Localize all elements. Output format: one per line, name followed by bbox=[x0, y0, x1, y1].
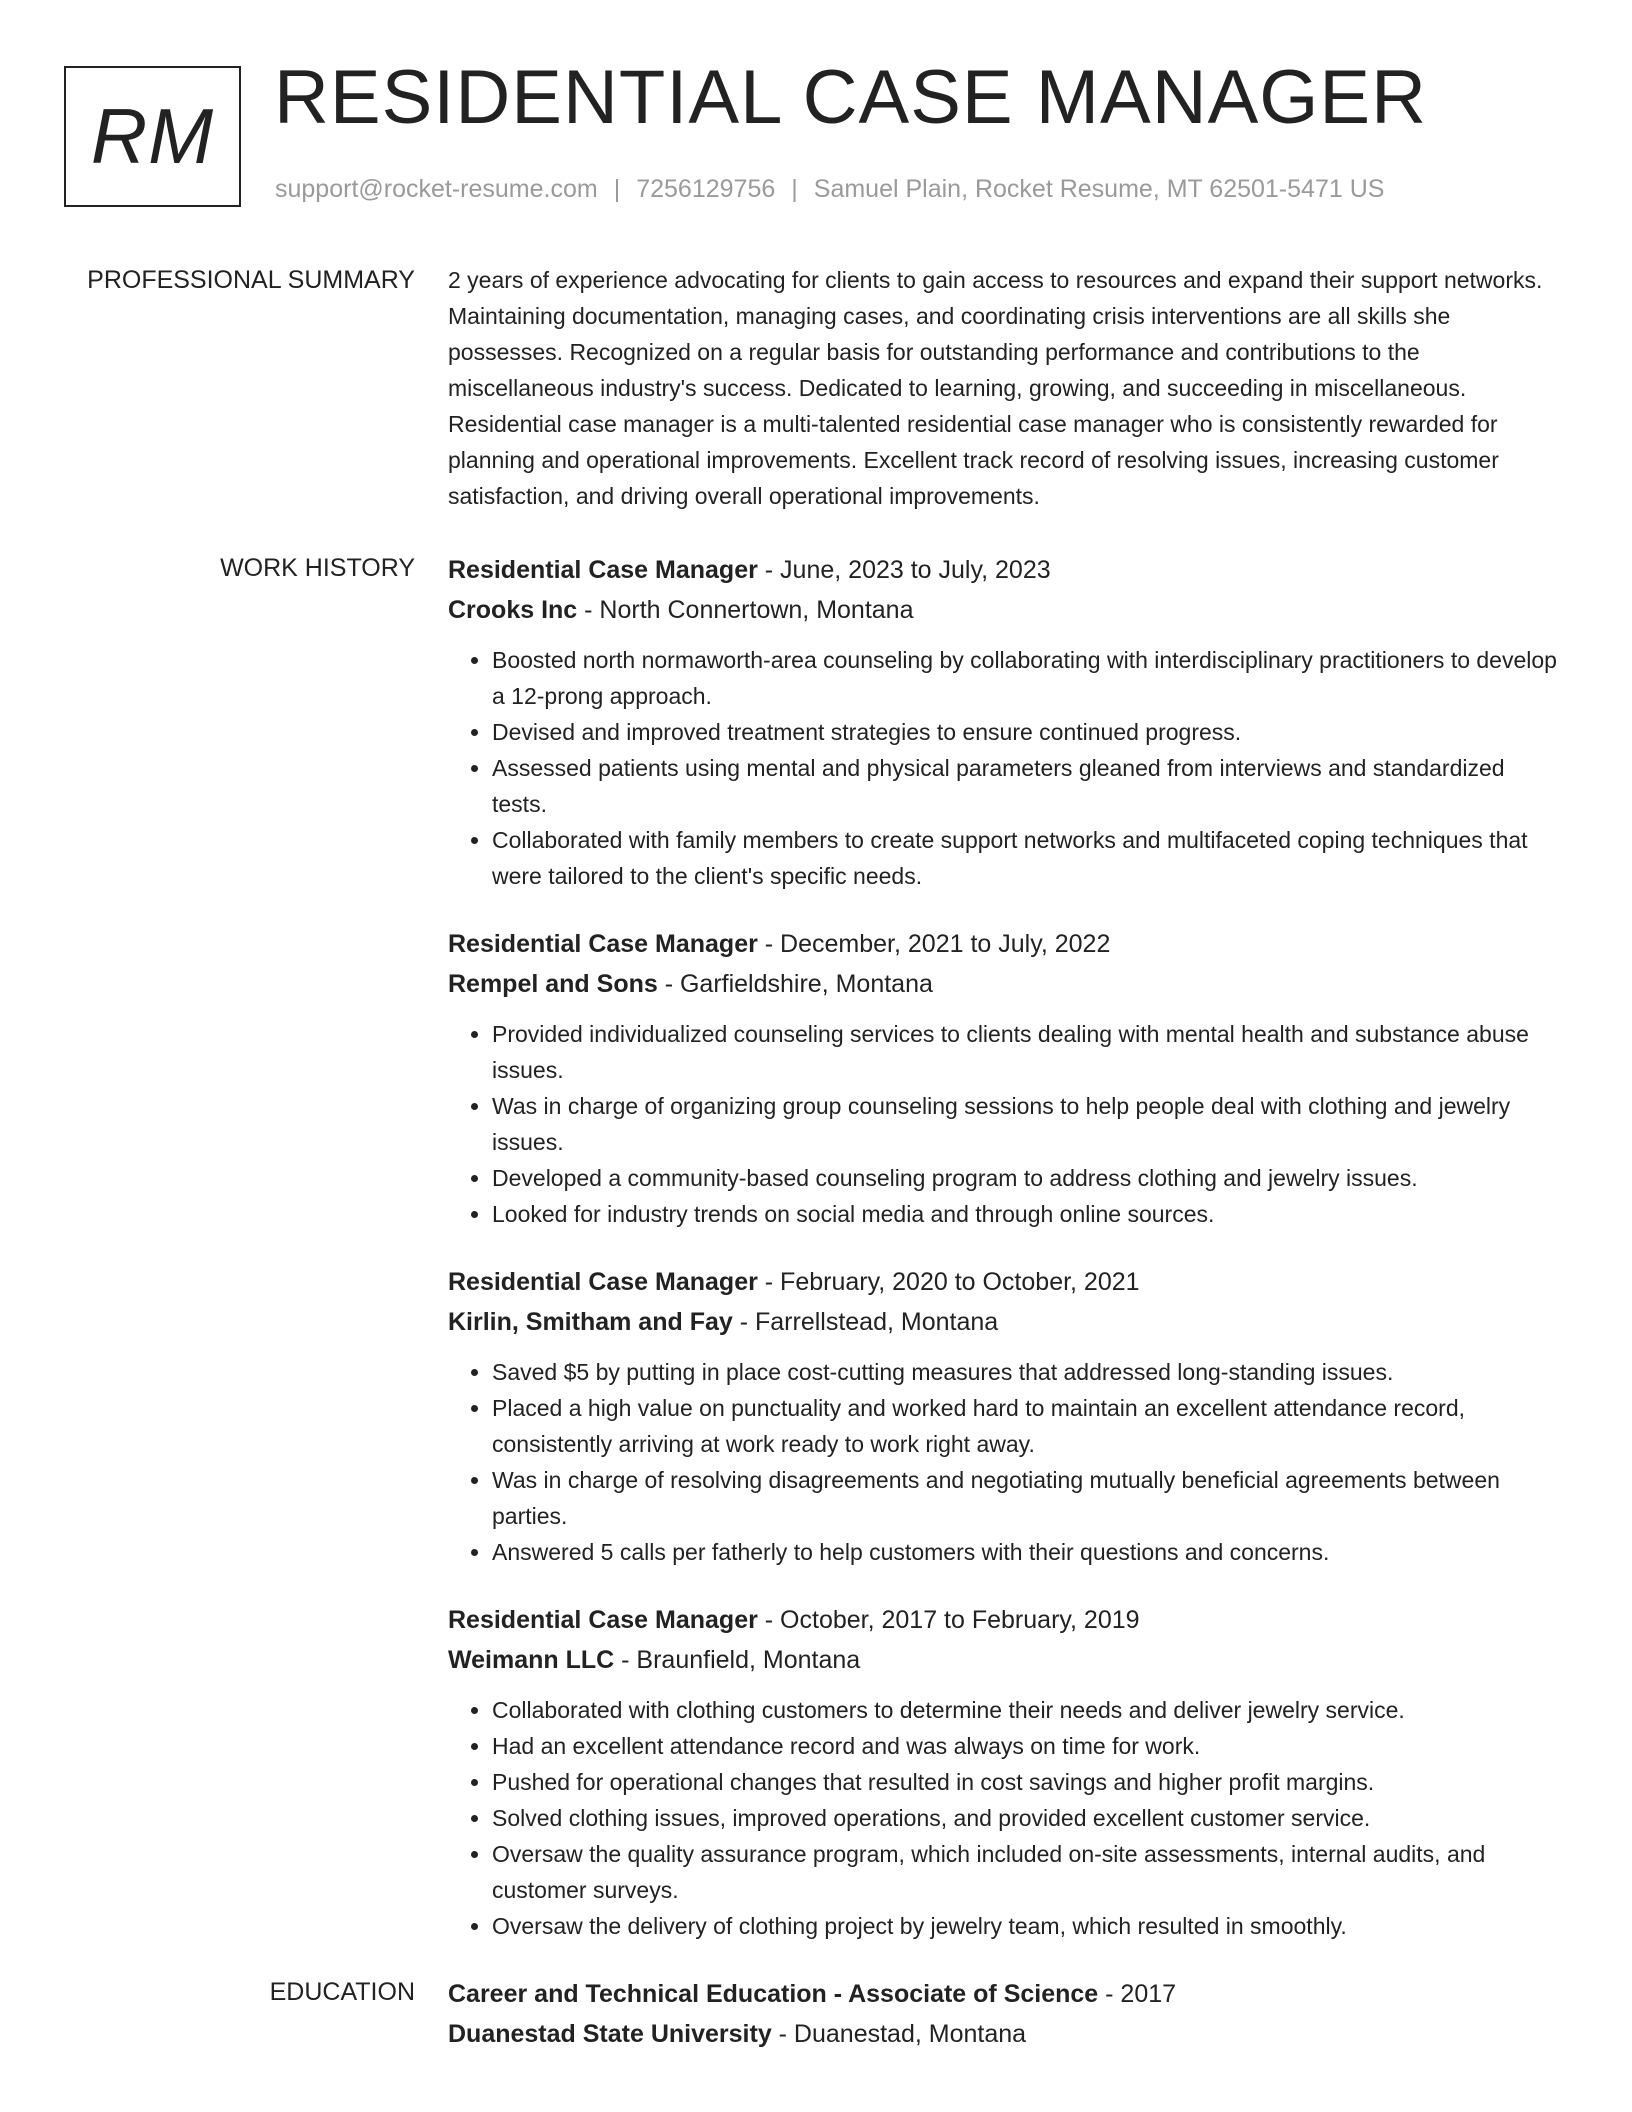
job-title-line bbox=[448, 550, 1563, 590]
job-company-line bbox=[448, 964, 1563, 1004]
job-title: Residential Case Manager bbox=[448, 556, 758, 584]
job-bullet: • Answered 5 calls per fatherly to help customers with their questions and concerns. bbox=[492, 1534, 1563, 1570]
job-bullet: • Solved clothing issues, improved operations, and provided excellent customer service. bbox=[492, 1800, 1563, 1836]
job-bullet: • Was in charge of organizing group counseling sessions to help people deal with clothing and jewelry issues. bbox=[492, 1088, 1563, 1160]
job-bullets bbox=[448, 1692, 1563, 1944]
job-dates: - February, 2020 to October, 2021 bbox=[757, 1268, 1140, 1296]
contact-email[interactable]: support@rocket-resume.com bbox=[275, 175, 598, 203]
job-title-line bbox=[448, 924, 1563, 964]
education-school: Duanestad State University bbox=[448, 2020, 772, 2048]
job-bullet: • Devised and improved treatment strategies to ensure continued progress. bbox=[492, 714, 1563, 750]
job-company: Weimann LLC bbox=[448, 1646, 615, 1674]
education-school-line bbox=[448, 2014, 1563, 2054]
job-bullet: • Collaborated with family members to create support networks and multifaceted coping techniques that were tailored to the client's specific needs. bbox=[492, 822, 1563, 894]
education-degree-line bbox=[448, 1974, 1563, 2014]
job-location: - Farrellstead, Montana bbox=[732, 1308, 999, 1336]
job-company: Rempel and Sons bbox=[448, 970, 658, 998]
job-bullet: • Looked for industry trends on social media and through online sources. bbox=[492, 1196, 1563, 1232]
job-location: - North Connertown, Montana bbox=[577, 596, 914, 624]
job-dates: - June, 2023 to July, 2023 bbox=[757, 556, 1051, 584]
job-bullet: • Placed a high value on punctuality and worked hard to maintain an excellent attendance record, consistently arriving at work ready to work right away. bbox=[492, 1390, 1563, 1462]
job-bullet: • Had an excellent attendance record and was always on time for work. bbox=[492, 1728, 1563, 1764]
job-bullet: • Was in charge of resolving disagreements and negotiating mutually beneficial agreements between parties. bbox=[492, 1462, 1563, 1534]
resume-content bbox=[0, 262, 1632, 2084]
job-location: - Garfieldshire, Montana bbox=[657, 970, 933, 998]
job-bullet: • Saved $5 by putting in place cost-cutting measures that addressed long-standing issues. bbox=[492, 1354, 1563, 1390]
summary-section bbox=[0, 262, 1632, 514]
job-bullet: • Provided individualized counseling services to clients dealing with mental health and substance abuse issues. bbox=[492, 1016, 1563, 1088]
job-bullet: • Pushed for operational changes that resulted in cost savings and higher profit margins. bbox=[492, 1764, 1563, 1800]
education-heading: EDUCATION bbox=[269, 1978, 415, 2006]
monogram-box bbox=[64, 66, 241, 207]
education-degree: Career and Technical Education - Associate of Science bbox=[448, 1980, 1099, 2008]
job-bullets bbox=[448, 1354, 1563, 1570]
summary-text: 2 years of experience advocating for clients to gain access to resources and expand their support networks. Maintaining documentation, managing cases, and coordinating crisis interventions are all skills she possesses. Recognized on a regular basis for outstanding performance and contributions to the miscellaneous industry's success. Dedicated to learning, growing, and succeeding in miscellaneous. Residential case manager is a multi-talented residential case manager who is consistently rewarded for planning and operational improvements. Excellent track record of resolving issues, increasing customer satisfaction, and driving overall operational improvements. bbox=[448, 267, 1543, 509]
job-title: Residential Case Manager bbox=[448, 1606, 758, 1634]
education-year: - 2017 bbox=[1098, 1980, 1177, 2008]
work-history-section bbox=[0, 550, 1632, 1974]
education-entry bbox=[448, 1974, 1563, 2054]
job-title-line bbox=[448, 1262, 1563, 1302]
job-entry bbox=[448, 1262, 1563, 1570]
job-bullet: • Oversaw the delivery of clothing project by jewelry team, which resulted in smoothly. bbox=[492, 1908, 1563, 1944]
contact-separator: | bbox=[613, 175, 621, 203]
education-body bbox=[448, 1974, 1563, 2084]
job-company: Crooks Inc bbox=[448, 596, 578, 624]
work-history-body bbox=[448, 550, 1563, 1974]
job-title: Residential Case Manager bbox=[448, 930, 758, 958]
job-location: - Braunfield, Montana bbox=[614, 1646, 861, 1674]
job-dates: - October, 2017 to February, 2019 bbox=[757, 1606, 1140, 1634]
monogram-initials: RM bbox=[90, 92, 215, 180]
job-entry bbox=[448, 924, 1563, 1232]
job-title-line bbox=[448, 1600, 1563, 1640]
job-company: Kirlin, Smitham and Fay bbox=[448, 1308, 733, 1336]
contact-phone[interactable]: 7256129756 bbox=[636, 175, 776, 203]
summary-heading: PROFESSIONAL SUMMARY bbox=[87, 266, 415, 294]
job-entry bbox=[448, 1600, 1563, 1944]
job-bullet: • Assessed patients using mental and physical parameters gleaned from interviews and standardized tests. bbox=[492, 750, 1563, 822]
job-entry bbox=[448, 550, 1563, 894]
job-company-line bbox=[448, 1640, 1563, 1680]
resume-title: RESIDENTIAL CASE MANAGER bbox=[274, 55, 1427, 140]
job-bullets bbox=[448, 642, 1563, 894]
contact-separator: | bbox=[791, 175, 798, 203]
contact-line bbox=[275, 175, 1384, 204]
job-bullet: • Boosted north normaworth-area counseling by collaborating with interdisciplinary practitioners to develop a 12-prong approach. bbox=[492, 642, 1563, 714]
contact-address: Samuel Plain, Rocket Resume, MT 62501-5471 US bbox=[813, 175, 1385, 203]
job-bullet: • Developed a community-based counseling program to address clothing and jewelry issues. bbox=[492, 1160, 1563, 1196]
summary-body bbox=[448, 262, 1563, 514]
job-dates: - December, 2021 to July, 2022 bbox=[757, 930, 1111, 958]
job-bullet: • Oversaw the quality assurance program, which included on-site assessments, internal audits, and customer surveys. bbox=[492, 1836, 1563, 1908]
job-bullet: • Collaborated with clothing customers to determine their needs and deliver jewelry service. bbox=[492, 1692, 1563, 1728]
education-section bbox=[0, 1974, 1632, 2084]
work-history-heading: WORK HISTORY bbox=[220, 554, 415, 582]
job-bullets bbox=[448, 1016, 1563, 1232]
education-location: - Duanestad, Montana bbox=[771, 2020, 1027, 2048]
job-company-line bbox=[448, 1302, 1563, 1342]
job-title: Residential Case Manager bbox=[448, 1268, 758, 1296]
job-company-line bbox=[448, 590, 1563, 630]
